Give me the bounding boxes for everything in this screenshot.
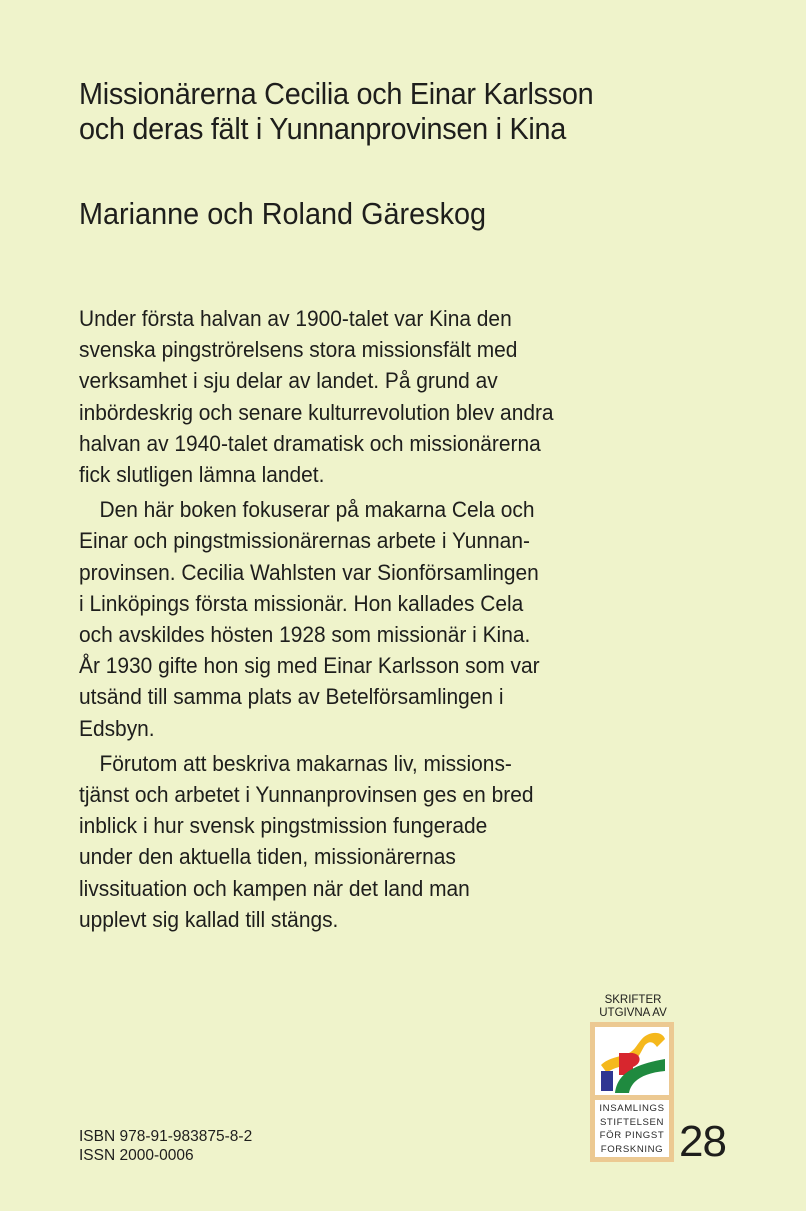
logo-blue-shape: [601, 1071, 613, 1091]
logo-graphic: [595, 1027, 669, 1095]
publisher-line: STIFTELSEN: [599, 1116, 665, 1128]
pingst-logo-icon: [595, 1027, 669, 1095]
text-line: Förutom att beskriva makarnas liv, missions-: [99, 750, 512, 776]
publisher-line: FÖR PINGST: [599, 1130, 665, 1141]
text-line: verksamhet i sju delar av landet. På grund av: [79, 368, 498, 394]
authors: Marianne och Roland Gäreskog: [79, 196, 487, 231]
text-line: provinsen. Cecilia Wahlsten var Sionförsamlingen: [79, 559, 539, 585]
text-line: utsänd till samma plats av Betelförsamlingen i: [79, 684, 504, 710]
text-line: under den aktuella tiden, missionärernas: [79, 844, 456, 870]
text-line: Under första halvan av 1900-talet var Kina den: [79, 306, 512, 331]
text-line: inblick i hur svensk pingstmission fungerade: [79, 813, 488, 839]
blurb-paragraph: [79, 303, 637, 490]
blurb: [79, 303, 679, 935]
publisher-line: FORSKNING: [600, 1143, 664, 1155]
text-line: År 1930 gifte hon sig med Einar Karlsson som var: [79, 653, 540, 679]
book-title: [79, 76, 593, 146]
text-line: i Linköpings första missionär. Hon kallades Cela: [79, 590, 524, 616]
title-line: och deras fält i Yunnanprovinsen i Kina: [79, 111, 567, 146]
isbn: ISBN 978-91-983875-8-2: [79, 1128, 253, 1145]
series-number: 28: [679, 1117, 726, 1166]
publisher-name: [595, 1100, 669, 1157]
title-line: Missionärerna Cecilia och Einar Karlsson: [79, 76, 594, 111]
text-line: halvan av 1940-talet dramatisk och missionärerna: [79, 430, 541, 456]
text-line: svenska pingströrelsens stora missionsfält med: [79, 337, 518, 363]
text-line: Den här boken fokuserar på makarna Cela och: [99, 497, 535, 523]
publisher-line: INSAMLINGS: [599, 1103, 665, 1114]
identifiers: [79, 1127, 252, 1165]
text-line: fick slutligen lämna landet.: [79, 462, 325, 488]
issn: ISSN 2000-0006: [79, 1147, 194, 1164]
text-line: inbördeskrig och senare kulturrevolution blev andra: [79, 399, 554, 425]
text-line: upplevt sig kallad till stängs.: [79, 906, 339, 932]
blurb-paragraph: [79, 494, 637, 744]
text-line: Einar och pingstmissionärernas arbete i Yunnan-: [79, 528, 530, 554]
text-line: tjänst och arbetet i Yunnanprovinsen ges en bred: [79, 782, 534, 808]
blurb-paragraph: [79, 748, 637, 935]
series-label: [590, 994, 676, 1020]
text-line: Edsbyn.: [79, 715, 155, 741]
series-label-line: UTGIVNA AV: [599, 1007, 667, 1019]
text-line: livssituation och kampen när det land man: [79, 875, 470, 901]
text-line: och avskildes hösten 1928 som missionär i Kina.: [79, 622, 531, 648]
series-label-line: SKRIFTER: [604, 994, 662, 1006]
publisher-logo: [590, 1022, 674, 1162]
